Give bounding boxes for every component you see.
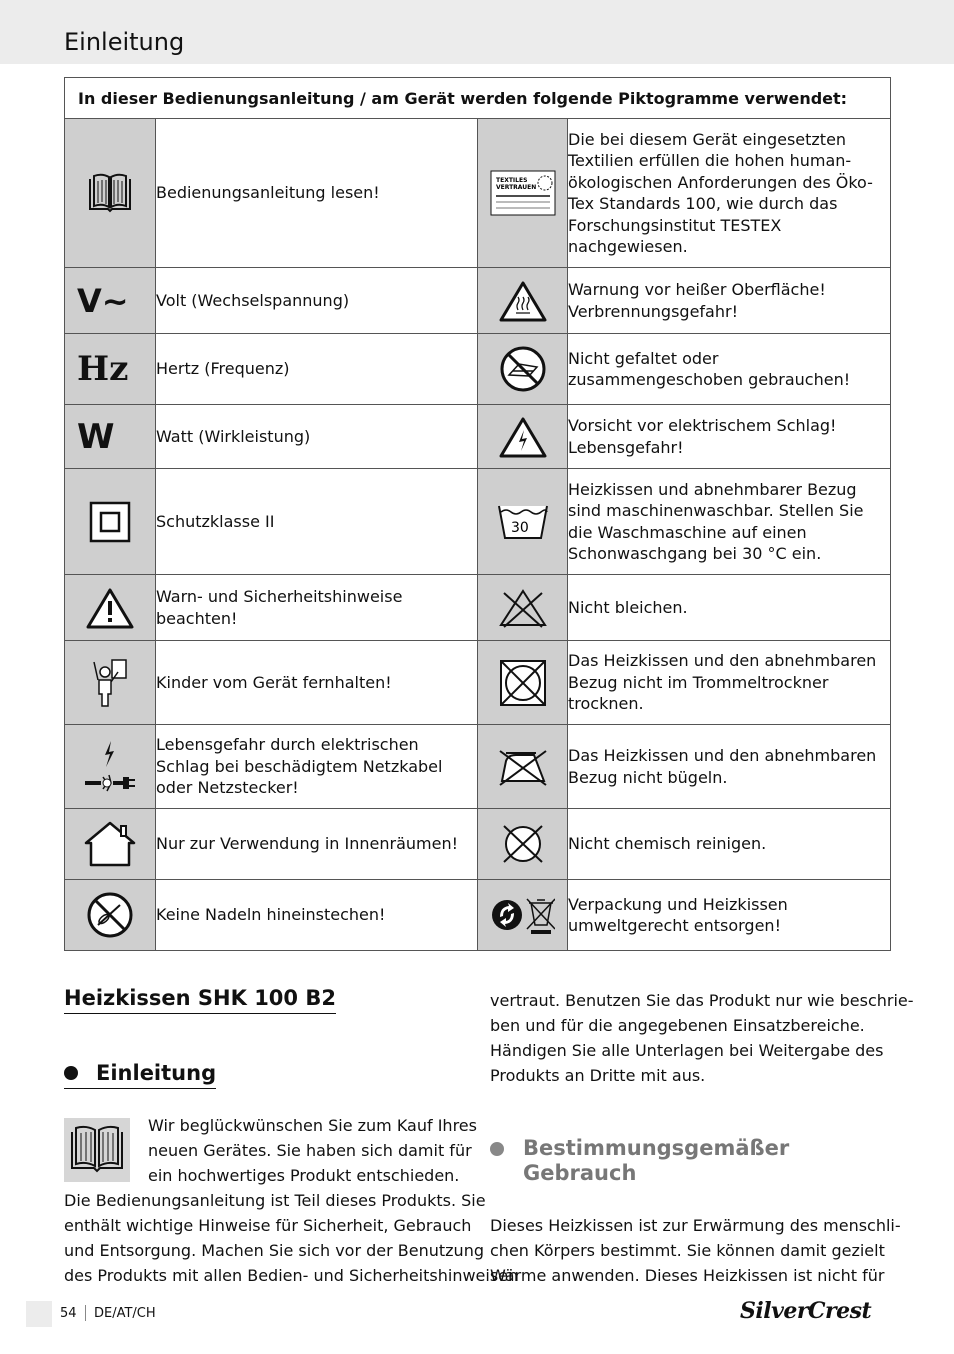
electric-shock-warning-icon xyxy=(478,405,568,469)
usage-heading-line: Gebrauch xyxy=(523,1161,637,1185)
table-row xyxy=(65,880,891,951)
no-tumble-dry-icon xyxy=(478,641,568,725)
recycling-disposal-icon xyxy=(478,880,568,951)
table-row xyxy=(65,119,891,268)
text-line: enthält wichtige Hinweise für Sicherheit, Gebrauch xyxy=(64,1216,472,1235)
pictogram-description: Lebensgefahr durch elektrischen Schlag bei beschädigtem Netzkabel oder Netzstecker! xyxy=(156,725,478,809)
pictogram-description: Schutzklasse II xyxy=(156,469,478,575)
keep-away-children-icon xyxy=(65,641,156,725)
intro-text xyxy=(148,1113,477,1188)
brand-logo: SilverCrest xyxy=(740,1298,872,1324)
no-iron-icon xyxy=(478,725,568,809)
intro-paragraph xyxy=(64,1188,519,1288)
no-needles-icon xyxy=(65,880,156,951)
no-dry-clean-icon xyxy=(478,809,568,880)
pictogram-description: Nur zur Verwendung in Innenräumen! xyxy=(156,809,478,880)
text-line: neuen Gerätes. Sie haben sich damit für xyxy=(148,1141,472,1160)
pictogram-description: Die bei diesem Gerät eingesetzten Textilien erfüllen die hohen human-ökologischen Anforderungen des Öko-Tex Standards 100, wie durch das Forschungsinstitut TESTEX nachgewiesen. xyxy=(568,119,891,268)
table-row xyxy=(65,809,891,880)
volt-ac-symbol: V~ xyxy=(77,281,129,320)
no-folding-icon xyxy=(478,334,568,405)
pictogram-description: Nicht chemisch reinigen. xyxy=(568,809,891,880)
warning-triangle-icon xyxy=(65,575,156,641)
watt-symbol: W xyxy=(77,416,115,457)
damaged-cable-shock-icon xyxy=(65,725,156,809)
svg-text:VERTRAUEN: VERTRAUEN xyxy=(495,184,536,191)
pictogram-description: Bedienungsanleitung lesen! xyxy=(156,119,478,268)
section-heading xyxy=(64,1061,216,1089)
pictogram-description: Warn- und Sicherheitshinweise beachten! xyxy=(156,575,478,641)
hertz-symbol: Hz xyxy=(77,349,129,389)
footer-marker xyxy=(26,1301,52,1327)
text-line: ein hochwertiges Produkt entschieden. xyxy=(148,1166,460,1185)
product-heading: Heizkissen SHK 100 B2 xyxy=(64,986,336,1014)
usage-heading xyxy=(490,1136,789,1186)
pictogram-description: Das Heizkissen und den abnehmbaren Bezug nicht bügeln. xyxy=(568,725,891,809)
pictogram-description: Verpackung und Heizkissen umweltgerecht entsorgen! xyxy=(568,880,891,951)
text-line: vertraut. Benutzen Sie das Produkt nur wie beschrie- xyxy=(490,991,914,1010)
pictogram-description: Nicht gefaltet oder zusammengeschoben gebrauchen! xyxy=(568,334,891,405)
text-line: des Produkts mit allen Bedien- und Sicherheitshinweisen xyxy=(64,1266,519,1285)
pictogram-description: Warnung vor heißer Oberfläche! Verbrennungsgefahr! xyxy=(568,268,891,334)
watt-icon xyxy=(65,405,156,469)
table-row xyxy=(65,575,891,641)
usage-paragraph xyxy=(490,1213,901,1288)
oeko-tex-label-icon xyxy=(478,119,568,268)
text-line: Händigen Sie alle Unterlagen bei Weitergabe des xyxy=(490,1041,884,1060)
page-header xyxy=(0,0,954,64)
wash-30-icon xyxy=(478,469,568,575)
text-line: Wir beglückwünschen Sie zum Kauf Ihres xyxy=(148,1116,477,1135)
indoor-house-icon xyxy=(65,809,156,880)
table-row xyxy=(65,641,891,725)
table-row xyxy=(65,334,891,405)
bullet-dot-icon xyxy=(490,1142,504,1156)
table-row xyxy=(65,469,891,575)
footer-divider xyxy=(85,1305,86,1321)
hertz-icon xyxy=(65,334,156,405)
text-line: ben und für die angegebenen Einsatzbereiche. xyxy=(490,1016,865,1035)
pictogram-description: Hertz (Frequenz) xyxy=(156,334,478,405)
language-code: DE/AT/CH xyxy=(94,1306,156,1321)
book-icon xyxy=(65,119,156,268)
page-number: 54 xyxy=(60,1306,77,1321)
no-bleach-icon xyxy=(478,575,568,641)
protection-class-2-icon xyxy=(65,469,156,575)
pictogram-description: Vorsicht vor elektrischem Schlag! Lebensgefahr! xyxy=(568,405,891,469)
wash-temperature: 30 xyxy=(510,519,529,536)
pictogram-description: Volt (Wechselspannung) xyxy=(156,268,478,334)
pictogram-description: Watt (Wirkleistung) xyxy=(156,405,478,469)
pictogram-description: Nicht bleichen. xyxy=(568,575,891,641)
pictogram-description: Heizkissen und abnehmbarer Bezug sind maschinenwaschbar. Stellen Sie die Waschmaschine auf einen Schonwaschgang bei 30 °C ein. xyxy=(568,469,891,575)
bullet-dot-icon xyxy=(64,1066,78,1080)
text-line: Produkts an Dritte mit aus. xyxy=(490,1066,706,1085)
hot-surface-warning-icon xyxy=(478,268,568,334)
table-row xyxy=(65,405,891,469)
table-row xyxy=(65,268,891,334)
section-heading-text: Einleitung xyxy=(96,1061,217,1085)
pictogram-table-heading: In dieser Bedienungsanleitung / am Gerät werden folgende Piktogramme verwendet: xyxy=(65,78,891,119)
book-icon xyxy=(64,1118,130,1182)
text-line: Wärme anwenden. Dieses Heizkissen ist nicht für xyxy=(490,1266,885,1285)
text-line: Die Bedienungsanleitung ist Teil dieses Produkts. Sie xyxy=(64,1191,486,1210)
page-title: Einleitung xyxy=(64,28,185,56)
volt-ac-icon xyxy=(65,268,156,334)
text-line: Dieses Heizkissen ist zur Erwärmung des menschli- xyxy=(490,1216,901,1235)
pictogram-description: Kinder vom Gerät fernhalten! xyxy=(156,641,478,725)
intro-paragraph-continued xyxy=(490,988,914,1088)
text-line: chen Körpers bestimmt. Sie können damit gezielt xyxy=(490,1241,885,1260)
pictogram-description: Das Heizkissen und den abnehmbaren Bezug nicht im Trommeltrockner trocknen. xyxy=(568,641,891,725)
table-row xyxy=(65,725,891,809)
usage-heading-line: Bestimmungsgemäßer xyxy=(523,1136,790,1160)
svg-text:TEXTILES: TEXTILES xyxy=(495,177,527,184)
pictogram-table xyxy=(64,77,891,951)
pictogram-description: Keine Nadeln hineinstechen! xyxy=(156,880,478,951)
text-line: und Entsorgung. Machen Sie sich vor der Benutzung xyxy=(64,1241,484,1260)
